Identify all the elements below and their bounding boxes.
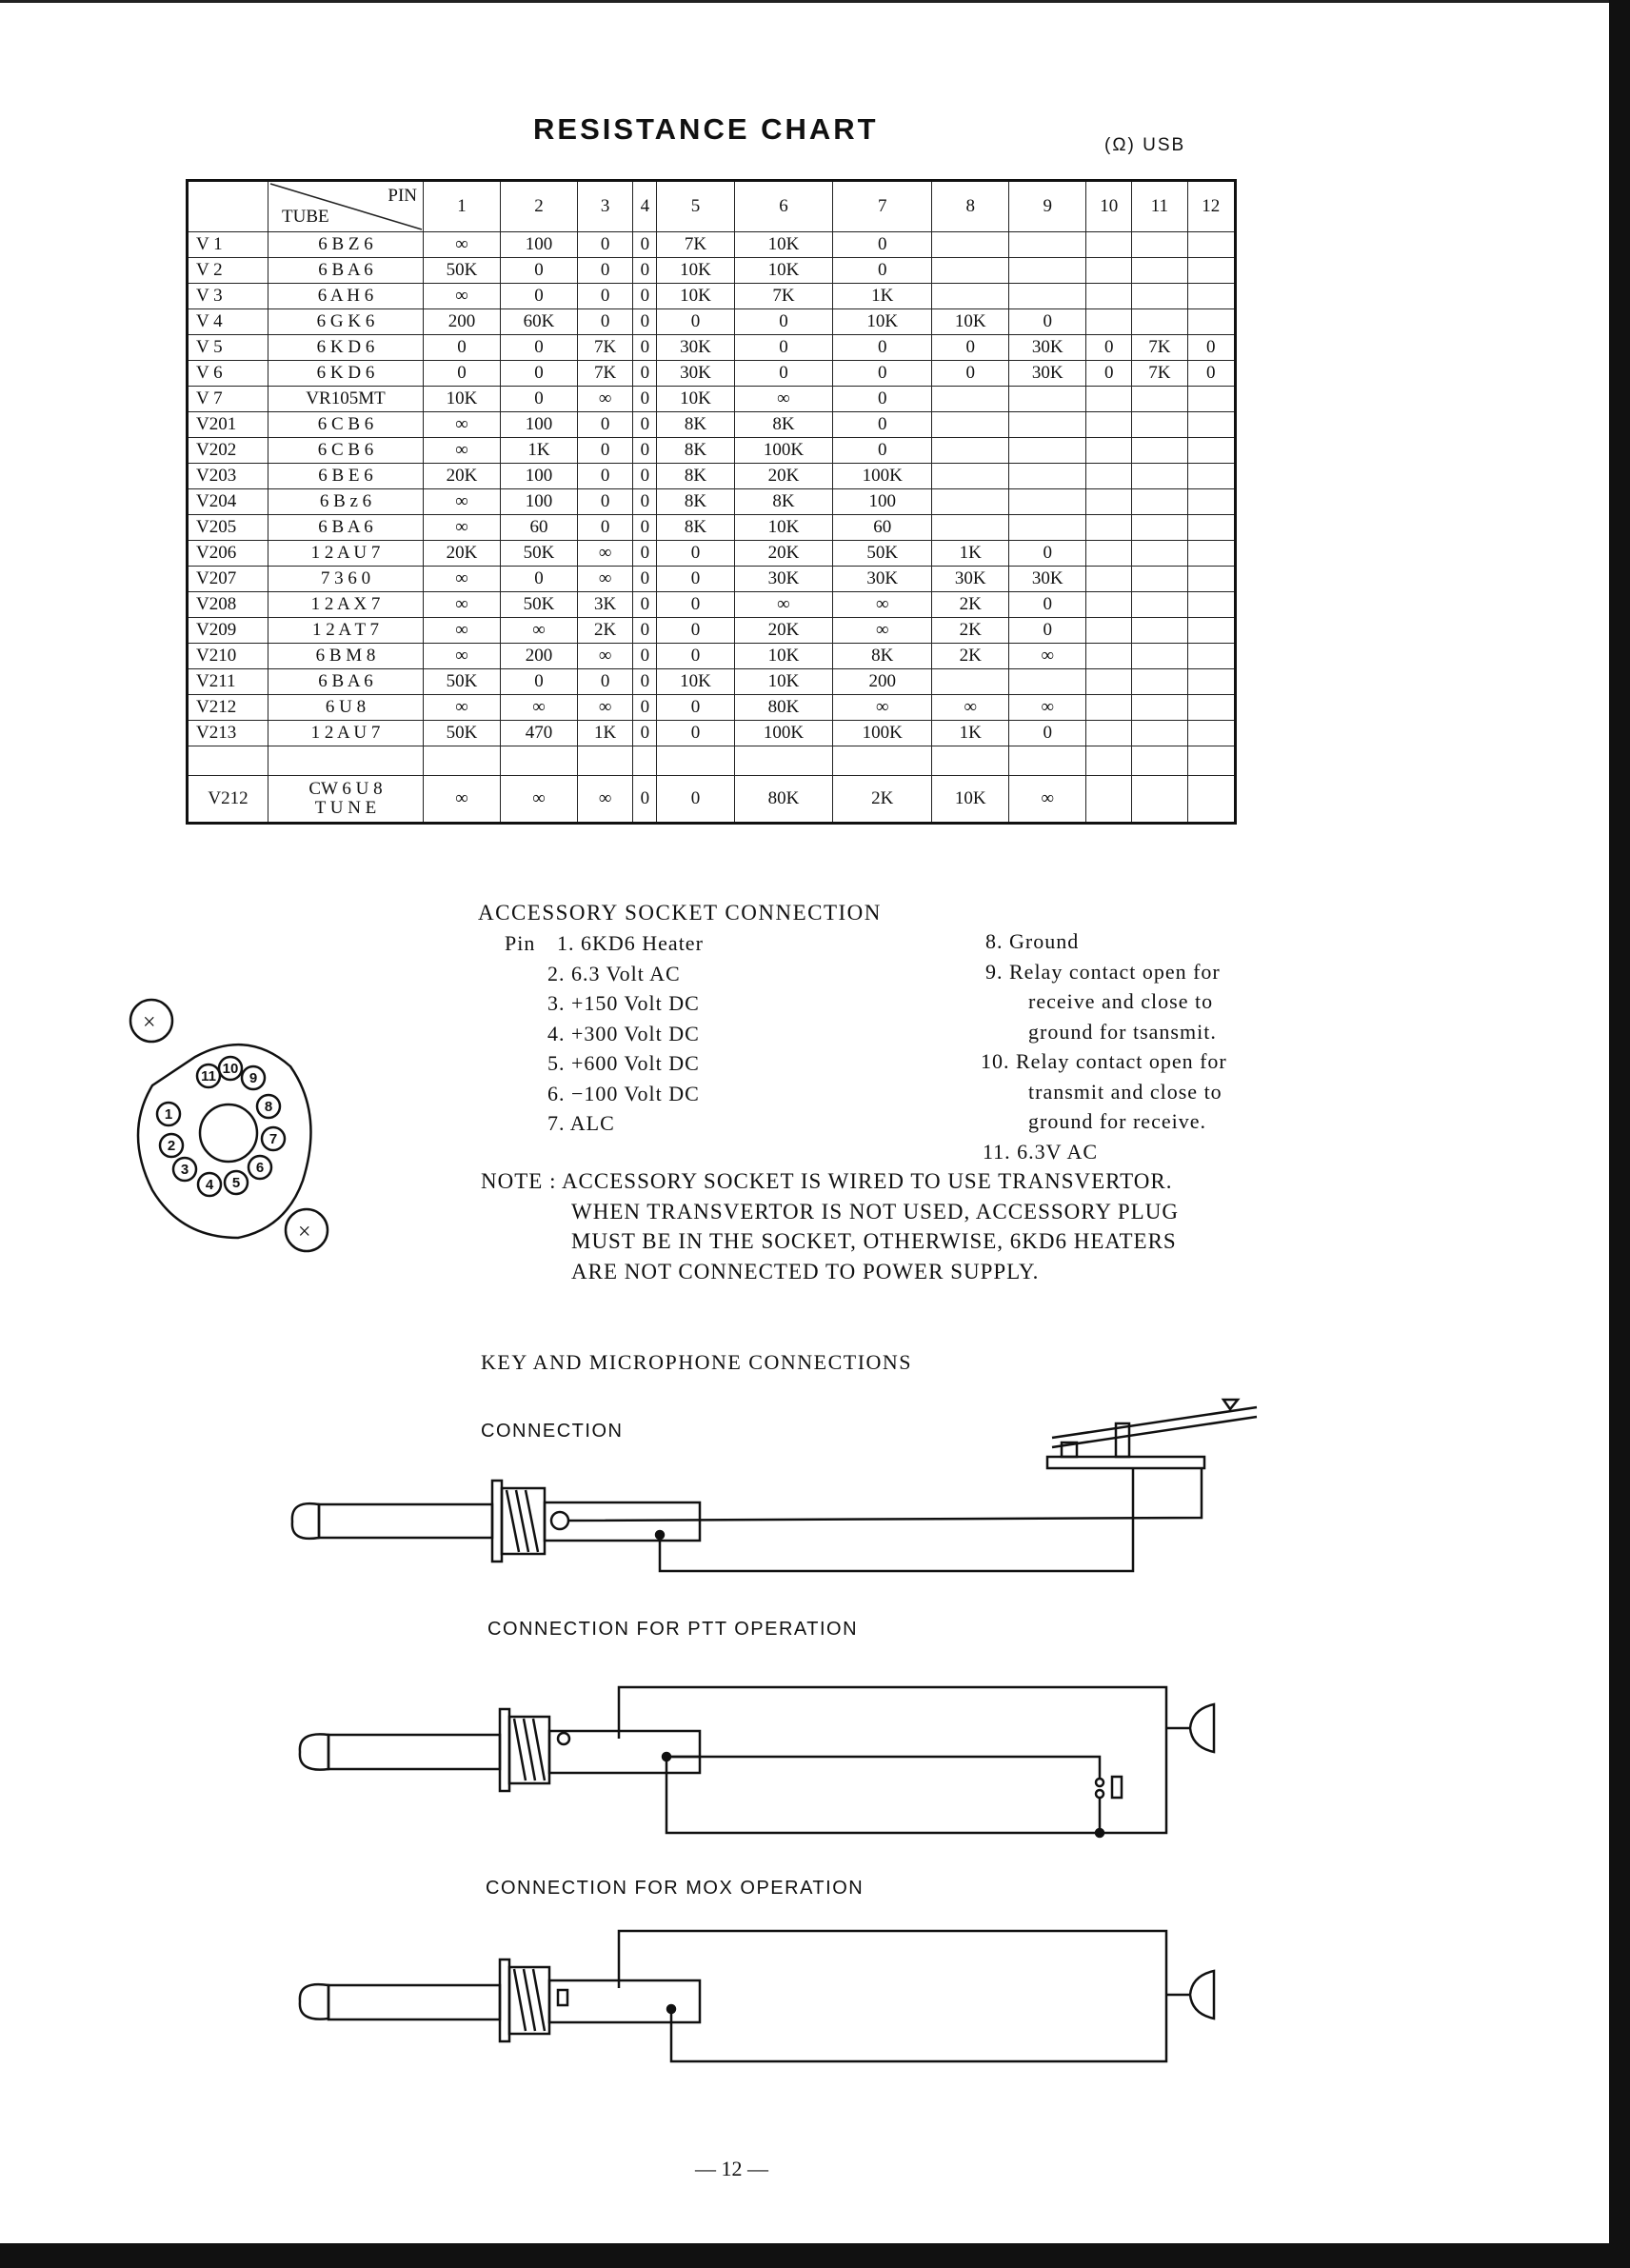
note-line: MUST BE IN THE SOCKET, OTHERWISE, 6KD6 HEATERS (571, 1229, 1177, 1253)
resistance-cell: 0 (633, 567, 657, 592)
pin-header: 5 (657, 181, 734, 232)
resistance-cell: 3K (578, 592, 633, 618)
resistance-cell: 10K (734, 644, 833, 669)
resistance-cell: ∞ (424, 776, 501, 824)
resistance-cell: 0 (633, 284, 657, 309)
resistance-cell: 0 (633, 541, 657, 567)
resistance-cell: 200 (833, 669, 932, 695)
resistance-cell: 0 (501, 567, 578, 592)
resistance-cell: 0 (633, 592, 657, 618)
pin-description: 6. −100 Volt DC (547, 1081, 700, 1105)
resistance-cell: ∞ (833, 618, 932, 644)
pin-description: 2. 6.3 Volt AC (547, 961, 681, 985)
accessory-title: ACCESSORY SOCKET CONNECTION (478, 901, 882, 925)
pin-description: 11. 6.3V AC (983, 1139, 1099, 1164)
resistance-cell: 10K (734, 258, 833, 284)
resistance-cell: ∞ (734, 387, 833, 412)
resistance-cell: 30K (657, 361, 734, 387)
resistance-cell: 0 (734, 361, 833, 387)
resistance-cell: 100 (501, 412, 578, 438)
resistance-cell: 0 (501, 258, 578, 284)
resistance-cell: 0 (633, 309, 657, 335)
pin-header: 11 (1132, 181, 1187, 232)
socket-pin-number: 3 (180, 1162, 189, 1178)
resistance-cell: 2K (932, 644, 1009, 669)
resistance-cell: ∞ (578, 695, 633, 721)
resistance-cell: 8K (657, 489, 734, 515)
pin-description: 4. +300 Volt DC (547, 1021, 700, 1045)
resistance-cell: 0 (1187, 361, 1236, 387)
resistance-cell: ∞ (501, 618, 578, 644)
note-line: NOTE : ACCESSORY SOCKET IS WIRED TO USE TRANSVERTOR. (481, 1169, 1173, 1193)
socket-pin-number: 6 (255, 1160, 265, 1176)
pin-header: 4 (633, 181, 657, 232)
resistance-cell: 0 (633, 618, 657, 644)
resistance-cell: 30K (1009, 335, 1086, 361)
resistance-cell: 8K (734, 412, 833, 438)
tube-ref: V212 (188, 776, 268, 824)
resistance-cell: 0 (833, 335, 932, 361)
tube-ref: V204 (188, 489, 268, 515)
tube-type: 6 B A 6 (268, 669, 424, 695)
resistance-cell: 10K (657, 669, 734, 695)
socket-pin-number: 10 (222, 1061, 239, 1077)
tube-ref: V211 (188, 669, 268, 695)
resistance-cell: 100K (734, 721, 833, 746)
resistance-cell: 0 (633, 258, 657, 284)
tube-type: 6 B M 8 (268, 644, 424, 669)
resistance-cell: 0 (578, 412, 633, 438)
resistance-cell: ∞ (1009, 644, 1086, 669)
tube-ref: V210 (188, 644, 268, 669)
key-mic-title: KEY AND MICROPHONE CONNECTIONS (481, 1350, 913, 1374)
resistance-cell: 0 (1086, 361, 1132, 387)
ptt-plug-diagram (300, 1687, 1214, 1837)
resistance-cell: 0 (734, 335, 833, 361)
resistance-cell: 0 (833, 387, 932, 412)
resistance-cell: 0 (633, 489, 657, 515)
resistance-cell: 60 (501, 515, 578, 541)
pin-header: 10 (1086, 181, 1132, 232)
pin-header: 2 (501, 181, 578, 232)
tube-type: 6 B A 6 (268, 258, 424, 284)
pin-description: 7. ALC (547, 1111, 615, 1135)
resistance-cell: 0 (633, 464, 657, 489)
resistance-cell: 10K (932, 309, 1009, 335)
resistance-cell: 7K (578, 335, 633, 361)
socket-pin-number: 8 (264, 1099, 273, 1115)
tube-ref: V213 (188, 721, 268, 746)
tube-ref: V206 (188, 541, 268, 567)
resistance-cell: 30K (1009, 361, 1086, 387)
resistance-cell: 0 (657, 592, 734, 618)
resistance-cell: 0 (657, 721, 734, 746)
resistance-cell: 8K (657, 464, 734, 489)
resistance-cell: 50K (424, 721, 501, 746)
resistance-cell: ∞ (424, 618, 501, 644)
pin-description: 8. Ground (985, 929, 1080, 953)
resistance-cell: 10K (657, 284, 734, 309)
resistance-cell: 20K (424, 464, 501, 489)
resistance-cell: 100 (501, 489, 578, 515)
resistance-cell: ∞ (424, 438, 501, 464)
svg-text:×: × (143, 1010, 156, 1035)
tube-ref: V209 (188, 618, 268, 644)
resistance-cell: 0 (833, 232, 932, 258)
resistance-cell: 0 (657, 695, 734, 721)
resistance-cell: 0 (633, 232, 657, 258)
resistance-cell: 1K (501, 438, 578, 464)
tube-ref: V 5 (188, 335, 268, 361)
resistance-cell: 0 (1009, 592, 1086, 618)
resistance-cell: 20K (424, 541, 501, 567)
pin-header: 3 (578, 181, 633, 232)
pin-description: 9. Relay contact open for (985, 959, 1221, 984)
resistance-cell: 0 (1009, 721, 1086, 746)
resistance-cell: 0 (633, 695, 657, 721)
resistance-cell: 0 (657, 776, 734, 824)
pin-description: ground for tsansmit. (1028, 1019, 1217, 1044)
resistance-cell: 0 (578, 438, 633, 464)
resistance-cell: 0 (578, 669, 633, 695)
resistance-cell: 0 (633, 721, 657, 746)
tube-type: 6 C B 6 (268, 438, 424, 464)
pin-tube-header: PIN TUBE (268, 181, 424, 232)
resistance-cell: 10K (734, 232, 833, 258)
socket-pin-number: 5 (231, 1175, 241, 1191)
resistance-cell: 2K (932, 618, 1009, 644)
resistance-cell: 0 (657, 541, 734, 567)
tube-type: VR105MT (268, 387, 424, 412)
pin-description: 3. +150 Volt DC (547, 991, 700, 1015)
tube-ref: V 4 (188, 309, 268, 335)
resistance-cell: 8K (657, 412, 734, 438)
pin-description: 10. Relay contact open for (981, 1049, 1227, 1073)
resistance-cell: 0 (501, 387, 578, 412)
tube-ref: V212 (188, 695, 268, 721)
resistance-cell: 60 (833, 515, 932, 541)
resistance-cell: ∞ (424, 232, 501, 258)
resistance-cell: 0 (501, 284, 578, 309)
resistance-cell: 80K (734, 776, 833, 824)
tube-type: 1 2 A U 7 (268, 541, 424, 567)
resistance-cell: ∞ (424, 489, 501, 515)
pin-description: receive and close to (1028, 989, 1214, 1013)
tube-type: 6 A H 6 (268, 284, 424, 309)
svg-text:×: × (298, 1220, 311, 1244)
tube-type: 1 2 A U 7 (268, 721, 424, 746)
resistance-cell: 0 (833, 438, 932, 464)
resistance-cell: ∞ (501, 695, 578, 721)
resistance-cell: 0 (578, 515, 633, 541)
pin-description: transmit and close to (1028, 1079, 1222, 1104)
resistance-cell: 20K (734, 618, 833, 644)
resistance-cell: 0 (633, 387, 657, 412)
resistance-cell: 10K (657, 387, 734, 412)
resistance-cell: 470 (501, 721, 578, 746)
ptt-label: CONNECTION FOR PTT OPERATION (487, 1619, 859, 1640)
resistance-cell: 0 (1009, 309, 1086, 335)
pin-prefix: Pin (505, 931, 536, 955)
resistance-cell: 0 (633, 412, 657, 438)
resistance-cell: 10K (833, 309, 932, 335)
resistance-cell: 30K (657, 335, 734, 361)
resistance-cell: 50K (833, 541, 932, 567)
tube-ref: V203 (188, 464, 268, 489)
resistance-cell: ∞ (424, 284, 501, 309)
microphone-icon (1166, 1971, 1214, 2019)
resistance-cell: 0 (633, 644, 657, 669)
resistance-cell: ∞ (1009, 776, 1086, 824)
connection-label: CONNECTION (481, 1421, 624, 1442)
resistance-cell: 0 (657, 309, 734, 335)
resistance-cell: 0 (1187, 335, 1236, 361)
resistance-cell: ∞ (578, 541, 633, 567)
resistance-cell: ∞ (424, 412, 501, 438)
ptt-switch-icon (1112, 1777, 1122, 1798)
resistance-cell: 7K (1132, 361, 1187, 387)
resistance-cell: 100K (734, 438, 833, 464)
unit-label: (Ω) USB (1104, 135, 1186, 155)
tube-type: 1 2 A T 7 (268, 618, 424, 644)
resistance-cell: 8K (657, 438, 734, 464)
resistance-cell: 0 (657, 618, 734, 644)
resistance-cell: 30K (734, 567, 833, 592)
socket-pin-number: 2 (167, 1138, 176, 1154)
tube-type: 6 U 8 (268, 695, 424, 721)
tube-type-line: CW 6 U 8 (308, 779, 383, 799)
tube-ref: V 3 (188, 284, 268, 309)
pin-description: 1. 6KD6 Heater (557, 931, 704, 955)
resistance-cell: 1K (833, 284, 932, 309)
resistance-cell: 0 (833, 258, 932, 284)
note-line: ARE NOT CONNECTED TO POWER SUPPLY. (571, 1259, 1040, 1283)
resistance-cell: 50K (501, 541, 578, 567)
resistance-cell: 0 (578, 284, 633, 309)
telegraph-key-icon (1047, 1457, 1204, 1468)
resistance-cell: 2K (578, 618, 633, 644)
tube-type: 6 B A 6 (268, 515, 424, 541)
resistance-cell: 8K (657, 515, 734, 541)
tube-type-line: T U N E (314, 798, 377, 818)
resistance-cell: 8K (833, 644, 932, 669)
resistance-cell: 30K (932, 567, 1009, 592)
resistance-cell: 0 (501, 361, 578, 387)
resistance-cell: 1K (578, 721, 633, 746)
resistance-cell: 0 (657, 644, 734, 669)
mox-label: CONNECTION FOR MOX OPERATION (486, 1878, 865, 1899)
tube-type: 6 G K 6 (268, 309, 424, 335)
resistance-cell: 10K (734, 669, 833, 695)
resistance-cell: ∞ (424, 515, 501, 541)
resistance-cell: 0 (657, 567, 734, 592)
resistance-cell: 8K (734, 489, 833, 515)
tube-type: 1 2 A X 7 (268, 592, 424, 618)
resistance-cell: ∞ (424, 592, 501, 618)
tube-ref: V 7 (188, 387, 268, 412)
resistance-cell: ∞ (932, 695, 1009, 721)
resistance-cell: 0 (501, 335, 578, 361)
pin-header: 7 (833, 181, 932, 232)
resistance-cell: 0 (633, 669, 657, 695)
resistance-cell: ∞ (424, 644, 501, 669)
resistance-cell: 7K (1132, 335, 1187, 361)
resistance-cell: 60K (501, 309, 578, 335)
key-plug-diagram (292, 1400, 1257, 1571)
pin-description: 5. +600 Volt DC (547, 1051, 700, 1075)
resistance-cell: ∞ (1009, 695, 1086, 721)
resistance-cell: 0 (424, 335, 501, 361)
tube-type: 6 B Z 6 (268, 232, 424, 258)
page-number: — 12 — (695, 2157, 768, 2180)
pin-header: 8 (932, 181, 1009, 232)
resistance-cell: 0 (578, 489, 633, 515)
resistance-cell: ∞ (833, 695, 932, 721)
socket-pin-number: 4 (205, 1177, 214, 1193)
accessory-socket-diagram (130, 1000, 328, 1251)
pin-description: ground for receive. (1028, 1109, 1206, 1133)
tube-ref: V 2 (188, 258, 268, 284)
tube-ref: V205 (188, 515, 268, 541)
resistance-cell: 0 (1009, 541, 1086, 567)
tube-type: 6 C B 6 (268, 412, 424, 438)
resistance-cell: 0 (633, 438, 657, 464)
resistance-cell: 20K (734, 464, 833, 489)
resistance-cell: 0 (633, 335, 657, 361)
resistance-cell: ∞ (501, 776, 578, 824)
socket-pin-number: 11 (201, 1068, 216, 1084)
resistance-cell: 10K (734, 515, 833, 541)
socket-pin-number: 1 (164, 1106, 173, 1123)
chart-title: RESISTANCE CHART (533, 112, 879, 146)
resistance-cell: 30K (833, 567, 932, 592)
tube-type: 6 K D 6 (268, 361, 424, 387)
resistance-cell: 100K (833, 464, 932, 489)
resistance-cell: 0 (578, 309, 633, 335)
tube-ref: V208 (188, 592, 268, 618)
resistance-cell: 200 (424, 309, 501, 335)
resistance-cell: ∞ (424, 567, 501, 592)
tube-type: 6 B z 6 (268, 489, 424, 515)
resistance-cell: 7K (657, 232, 734, 258)
resistance-cell: 0 (833, 361, 932, 387)
resistance-cell: 50K (501, 592, 578, 618)
resistance-cell: 0 (633, 776, 657, 824)
pin-header: 9 (1009, 181, 1086, 232)
socket-pin-number: 9 (248, 1070, 258, 1086)
tube-type: 7 3 6 0 (268, 567, 424, 592)
tube-ref: V201 (188, 412, 268, 438)
tube-ref: V202 (188, 438, 268, 464)
pin-header: 6 (734, 181, 833, 232)
resistance-cell: 1K (932, 721, 1009, 746)
pin-header: 12 (1187, 181, 1236, 232)
resistance-cell: 0 (1009, 618, 1086, 644)
resistance-cell: 0 (424, 361, 501, 387)
resistance-cell: ∞ (424, 695, 501, 721)
resistance-cell: 0 (633, 361, 657, 387)
resistance-cell: 0 (578, 464, 633, 489)
resistance-cell: 0 (932, 335, 1009, 361)
resistance-cell: 7K (578, 361, 633, 387)
note-line: WHEN TRANSVERTOR IS NOT USED, ACCESSORY PLUG (571, 1199, 1179, 1224)
resistance-cell: 10K (424, 387, 501, 412)
resistance-cell: 0 (833, 412, 932, 438)
resistance-cell: 10K (932, 776, 1009, 824)
resistance-cell: 50K (424, 258, 501, 284)
resistance-cell: 0 (578, 232, 633, 258)
resistance-cell: 0 (1086, 335, 1132, 361)
resistance-cell: ∞ (578, 776, 633, 824)
resistance-cell: 0 (932, 361, 1009, 387)
resistance-cell: 2K (833, 776, 932, 824)
resistance-cell: ∞ (578, 567, 633, 592)
resistance-cell: 10K (657, 258, 734, 284)
resistance-cell: 1K (932, 541, 1009, 567)
resistance-cell: 20K (734, 541, 833, 567)
tube-type: 6 B E 6 (268, 464, 424, 489)
resistance-cell: ∞ (833, 592, 932, 618)
resistance-cell: 100 (501, 464, 578, 489)
resistance-cell: 100K (833, 721, 932, 746)
tube-ref: V 1 (188, 232, 268, 258)
resistance-cell: 200 (501, 644, 578, 669)
tube-type: 6 K D 6 (268, 335, 424, 361)
resistance-cell: 100 (833, 489, 932, 515)
resistance-cell: 0 (734, 309, 833, 335)
resistance-cell: 100 (501, 232, 578, 258)
resistance-cell: ∞ (578, 644, 633, 669)
resistance-cell: 0 (633, 515, 657, 541)
pin-header: 1 (424, 181, 501, 232)
resistance-cell: 30K (1009, 567, 1086, 592)
socket-pin-number: 7 (268, 1131, 278, 1147)
resistance-cell: 50K (424, 669, 501, 695)
tube-ref: V 6 (188, 361, 268, 387)
tube-ref: V207 (188, 567, 268, 592)
resistance-cell: 2K (932, 592, 1009, 618)
resistance-cell: ∞ (734, 592, 833, 618)
resistance-cell: ∞ (578, 387, 633, 412)
resistance-cell: 0 (501, 669, 578, 695)
resistance-cell: 80K (734, 695, 833, 721)
mox-plug-diagram (300, 1931, 1214, 2061)
microphone-icon (1166, 1704, 1214, 1752)
resistance-cell: 7K (734, 284, 833, 309)
resistance-cell: 0 (578, 258, 633, 284)
